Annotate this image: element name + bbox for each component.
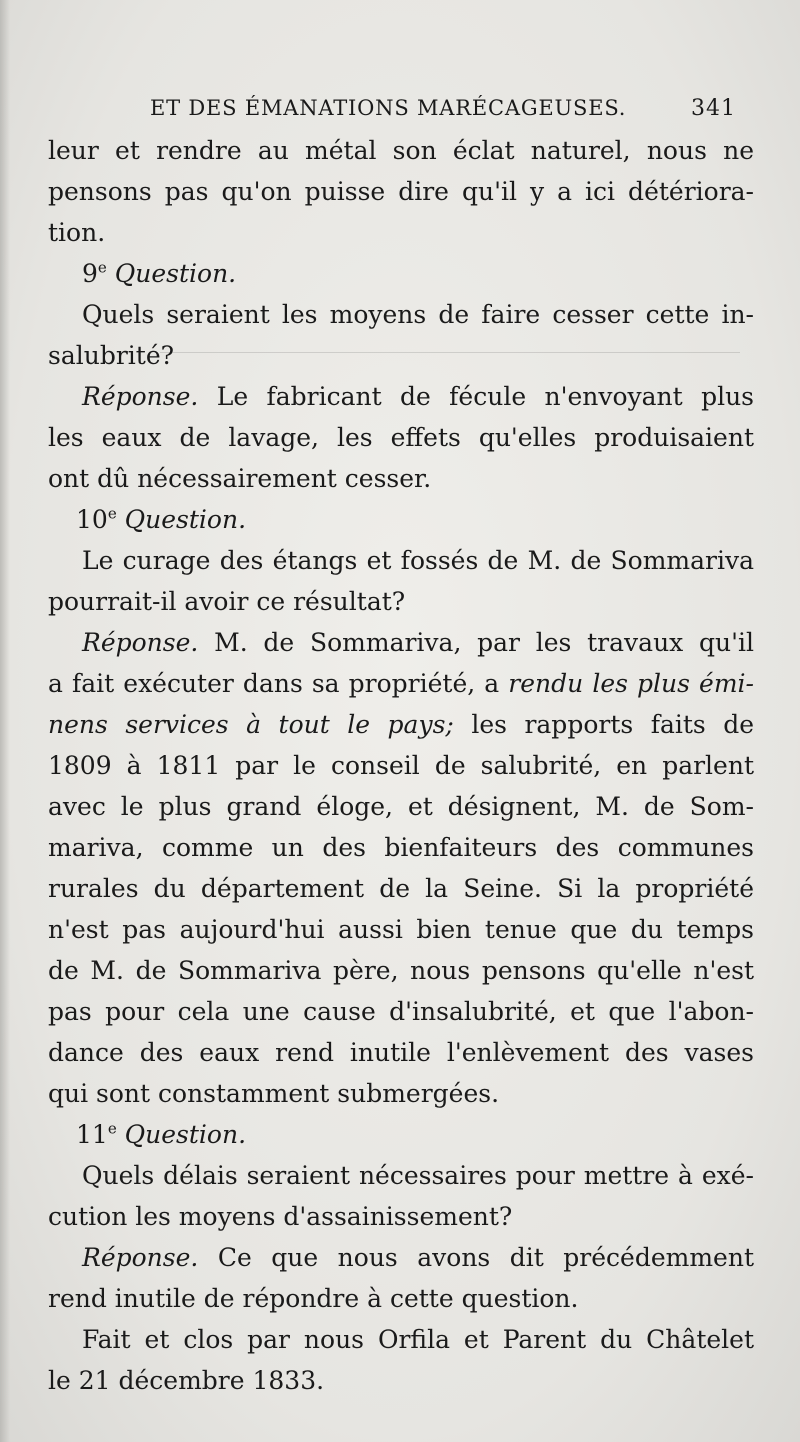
text-line: dance des eaux rend inutile l'enlèvement des vases (48, 1038, 754, 1067)
text-segment: a fait exécuter dans sa propriété, a (48, 669, 500, 698)
response-label: Réponse. (82, 382, 199, 411)
text-line: leur et rendre au métal son éclat naturel, nous ne (48, 136, 754, 165)
response-1-line (48, 376, 754, 417)
emphasis-text: rendu les plus émi- (508, 669, 754, 698)
response-label: Réponse. (82, 1243, 199, 1272)
text-line: avec le plus grand éloge, et désignent, M. de Som- (48, 792, 754, 821)
text-line: mariva, comme un des bienfaiteurs des communes (48, 833, 754, 862)
text-line: Le curage des étangs et fossés de M. de Sommariva (82, 546, 754, 575)
text-line: rend inutile de répondre à cette question. (48, 1284, 579, 1313)
ordinal-suffix: e (107, 1119, 117, 1138)
text-line: salubrité? (48, 341, 175, 370)
text-line: Quels seraient les moyens de faire cesser cette in- (82, 300, 754, 329)
text-line: de M. de Sommariva père, nous pensons qu'elle n'est (48, 956, 754, 985)
ordinal-suffix: e (97, 258, 107, 277)
question-9-heading (48, 253, 754, 294)
question-label: Question. (124, 1120, 247, 1149)
response-text: Ce que nous avons dit précédemment (217, 1243, 754, 1272)
page-number: 341 (691, 96, 736, 121)
text-line (48, 663, 754, 704)
text-line: Fait et clos par nous Orfila et Parent du Châtelet (82, 1325, 754, 1354)
text-line: 1809 à 1811 par le conseil de salubrité, en parlent (48, 751, 754, 780)
running-title: ET DES ÉMANATIONS MARÉCAGEUSES. (150, 96, 627, 120)
emphasis-text: nens services à tout le pays; (48, 710, 454, 739)
text-line: pas pour cela une cause d'insalubrité, et que l'abon- (48, 997, 754, 1026)
text-line: les eaux de lavage, les effets qu'elles produisaient (48, 423, 754, 452)
text-line: qui sont constamment submergées. (48, 1079, 500, 1108)
response-2-line (48, 622, 754, 663)
text-line: rurales du département de la Seine. Si la propriété (48, 874, 754, 903)
question-number: 10 (76, 505, 108, 534)
text-line (48, 704, 754, 745)
text-line: n'est pas aujourd'hui aussi bien tenue que du temps (48, 915, 754, 944)
response-3-line (48, 1237, 754, 1278)
text-segment: les rapports faits de (471, 710, 755, 739)
response-text: Le fabricant de fécule n'envoyant plus (216, 382, 754, 411)
text-line: tion. (48, 218, 106, 247)
question-number: 9 (82, 259, 98, 288)
question-10-heading (48, 499, 754, 540)
body-text (48, 130, 754, 1401)
text-line: pourrait-il avoir ce résultat? (48, 587, 406, 616)
response-label: Réponse. (82, 628, 199, 657)
question-label: Question. (124, 505, 247, 534)
question-label: Question. (114, 259, 237, 288)
text-line: le 21 décembre 1833. (48, 1366, 325, 1395)
text-line: pensons pas qu'on puisse dire qu'il y a ici détériora- (48, 177, 754, 206)
text-line: Quels délais seraient nécessaires pour mettre à exé- (82, 1161, 754, 1190)
text-line: ont dû nécessairement cesser. (48, 464, 432, 493)
response-text: M. de Sommariva, par les travaux qu'il (214, 628, 754, 657)
text-line: cution les moyens d'assainissement? (48, 1202, 513, 1231)
question-11-heading (48, 1114, 754, 1155)
page-gutter-shadow (0, 0, 10, 1442)
ordinal-suffix: e (107, 504, 117, 523)
question-number: 11 (76, 1120, 108, 1149)
